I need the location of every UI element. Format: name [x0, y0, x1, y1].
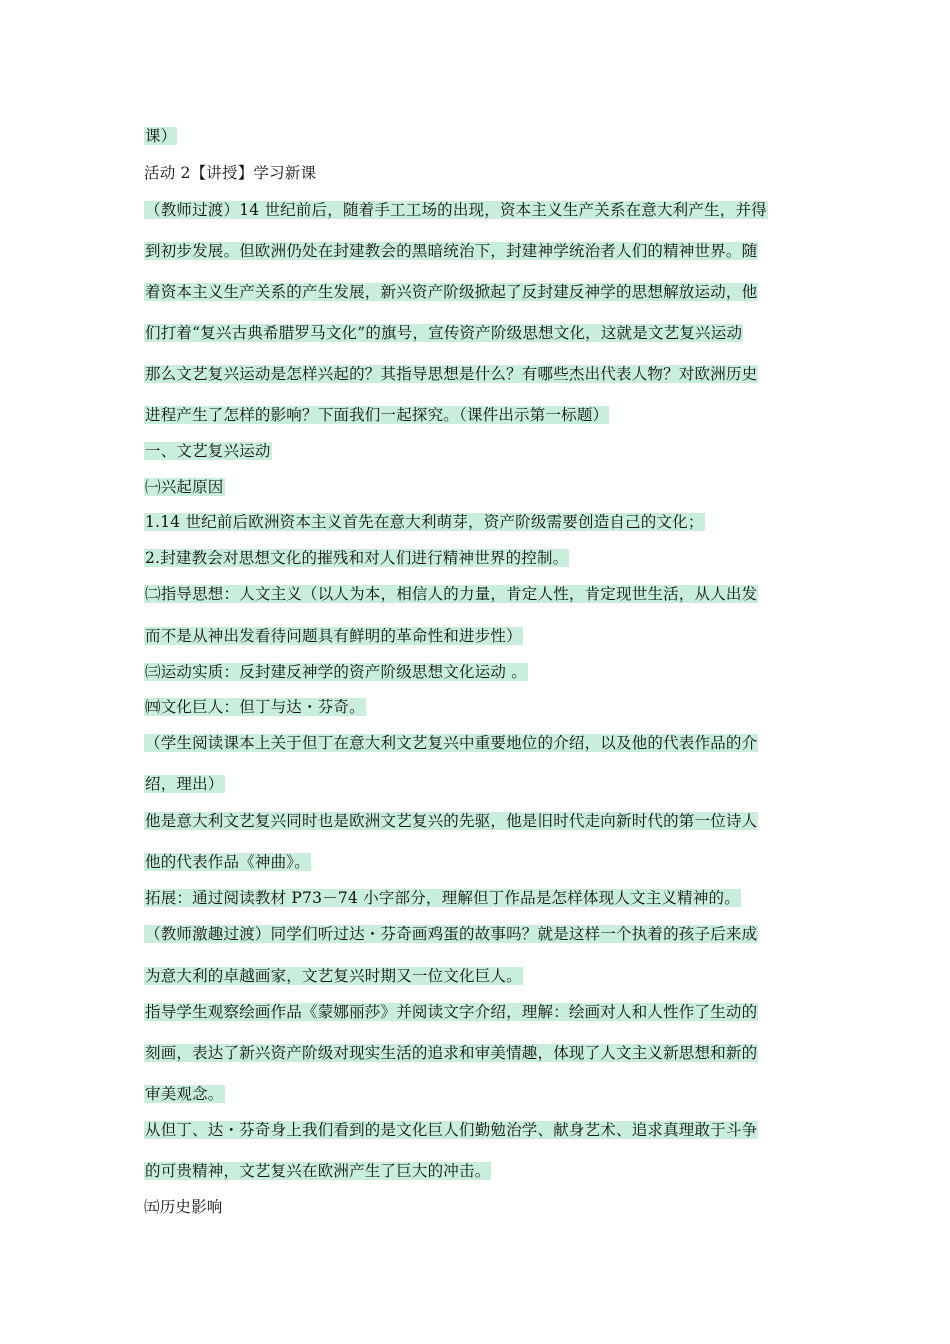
line-text: ㈢运动实质：反封建反神学的资产阶级思想文化运动 。	[145, 663, 527, 681]
line-text: 审美观念。	[145, 1085, 224, 1103]
paragraph-line	[144, 697, 366, 717]
line-text: 活动 2【讲授】学习新课	[144, 164, 317, 182]
paragraph-line	[144, 364, 758, 384]
paragraph-line	[144, 441, 272, 461]
line-text: ㈠兴起原因	[145, 478, 224, 496]
paragraph-line	[144, 282, 758, 302]
line-text: ㈤历史影响	[144, 1198, 223, 1216]
paragraph-line	[144, 126, 177, 146]
paragraph-line	[144, 888, 741, 908]
line-text: 一、文艺复兴运动	[145, 442, 271, 460]
paragraph-line	[144, 323, 743, 343]
line-text: 进程产生了怎样的影响？下面我们一起探究。（课件出示第一标题）	[145, 406, 609, 424]
line-text: （教师过渡）14 世纪前后，随着手工工场的出现，资本主义生产关系在意大利产生，并得	[145, 201, 767, 219]
paragraph-line	[144, 200, 768, 220]
paragraph-line	[144, 1002, 758, 1022]
line-text: 他是意大利文艺复兴同时也是欧洲文艺复兴的先驱，他是旧时代走向新时代的第一位诗人	[145, 812, 758, 830]
line-text: （学生阅读课本上关于但丁在意大利文艺复兴中重要地位的介绍，以及他的代表作品的介	[145, 734, 758, 752]
paragraph-line	[144, 662, 528, 682]
line-text: 到初步发展。但欧洲仍处在封建教会的黑暗统治下，封建神学统治者人们的精神世界。随	[145, 242, 758, 260]
paragraph-line	[144, 774, 225, 794]
paragraph-line	[144, 924, 758, 944]
line-text: 绍，理出）	[145, 775, 224, 793]
line-text: 从但丁、达・芬奇身上我们看到的是文化巨人们勤勉治学、献身艺术、追求真理敢于斗争	[145, 1121, 758, 1139]
paragraph-line	[144, 584, 758, 604]
paragraph-line	[144, 626, 523, 646]
paragraph-line	[144, 1120, 758, 1140]
paragraph-line	[144, 241, 758, 261]
line-text: 他的代表作品《神曲》。	[145, 853, 310, 871]
line-text: 那么文艺复兴运动是怎样兴起的？其指导思想是什么？有哪些杰出代表人物？对欧洲历史	[145, 365, 758, 383]
paragraph-line	[144, 1197, 223, 1217]
line-text: ㈡指导思想：人文主义（以人为本，相信人的力量，肯定人性，肯定现世生活，从人出发	[145, 585, 758, 603]
line-text: 为意大利的卓越画家，文艺复兴时期又一位文化巨人。	[145, 967, 522, 985]
paragraph-line	[144, 1161, 491, 1181]
paragraph-line	[144, 548, 569, 568]
line-text: （教师激趣过渡）同学们听过达・芬奇画鸡蛋的故事吗？就是这样一个执着的孩子后来成	[145, 925, 758, 943]
paragraph-line	[144, 512, 705, 532]
paragraph-line	[144, 477, 225, 497]
line-text: 们打着“复兴古典希腊罗马文化”的旗号，宣传资产阶级思想文化，这就是文艺复兴运动	[145, 324, 743, 342]
line-text: 着资本主义生产关系的产生发展，新兴资产阶级掀起了反封建反神学的思想解放运动，他	[145, 283, 758, 301]
line-text: 而不是从神出发看待问题具有鲜明的革命性和进步性）	[145, 627, 522, 645]
paragraph-line	[144, 1043, 758, 1063]
paragraph-line	[144, 852, 311, 872]
line-text: 1.14 世纪前后欧洲资本主义首先在意大利萌芽，资产阶级需要创造自己的文化；	[145, 513, 704, 531]
line-text: 刻画，表达了新兴资产阶级对现实生活的追求和审美情趣，体现了人文主义新思想和新的	[145, 1044, 758, 1062]
line-text: 2.封建教会对思想文化的摧残和对人们进行精神世界的控制。	[145, 549, 569, 567]
paragraph-line	[144, 405, 609, 425]
line-text: ㈣文化巨人：但丁与达・芬奇。	[145, 698, 365, 716]
paragraph-line	[144, 163, 316, 183]
paragraph-line	[144, 966, 523, 986]
paragraph-line	[144, 1084, 225, 1104]
paragraph-line	[144, 811, 758, 831]
line-text: 的可贵精神，文艺复兴在欧洲产生了巨大的冲击。	[145, 1162, 491, 1180]
line-text: 指导学生观察绘画作品《蒙娜丽莎》并阅读文字介绍，理解：绘画对人和人性作了生动的	[145, 1003, 758, 1021]
paragraph-line	[144, 733, 758, 753]
line-text: 课）	[145, 127, 177, 145]
line-text: 拓展：通过阅读教材 P73－74 小字部分，理解但丁作品是怎样体现人文主义精神的。	[145, 889, 740, 907]
